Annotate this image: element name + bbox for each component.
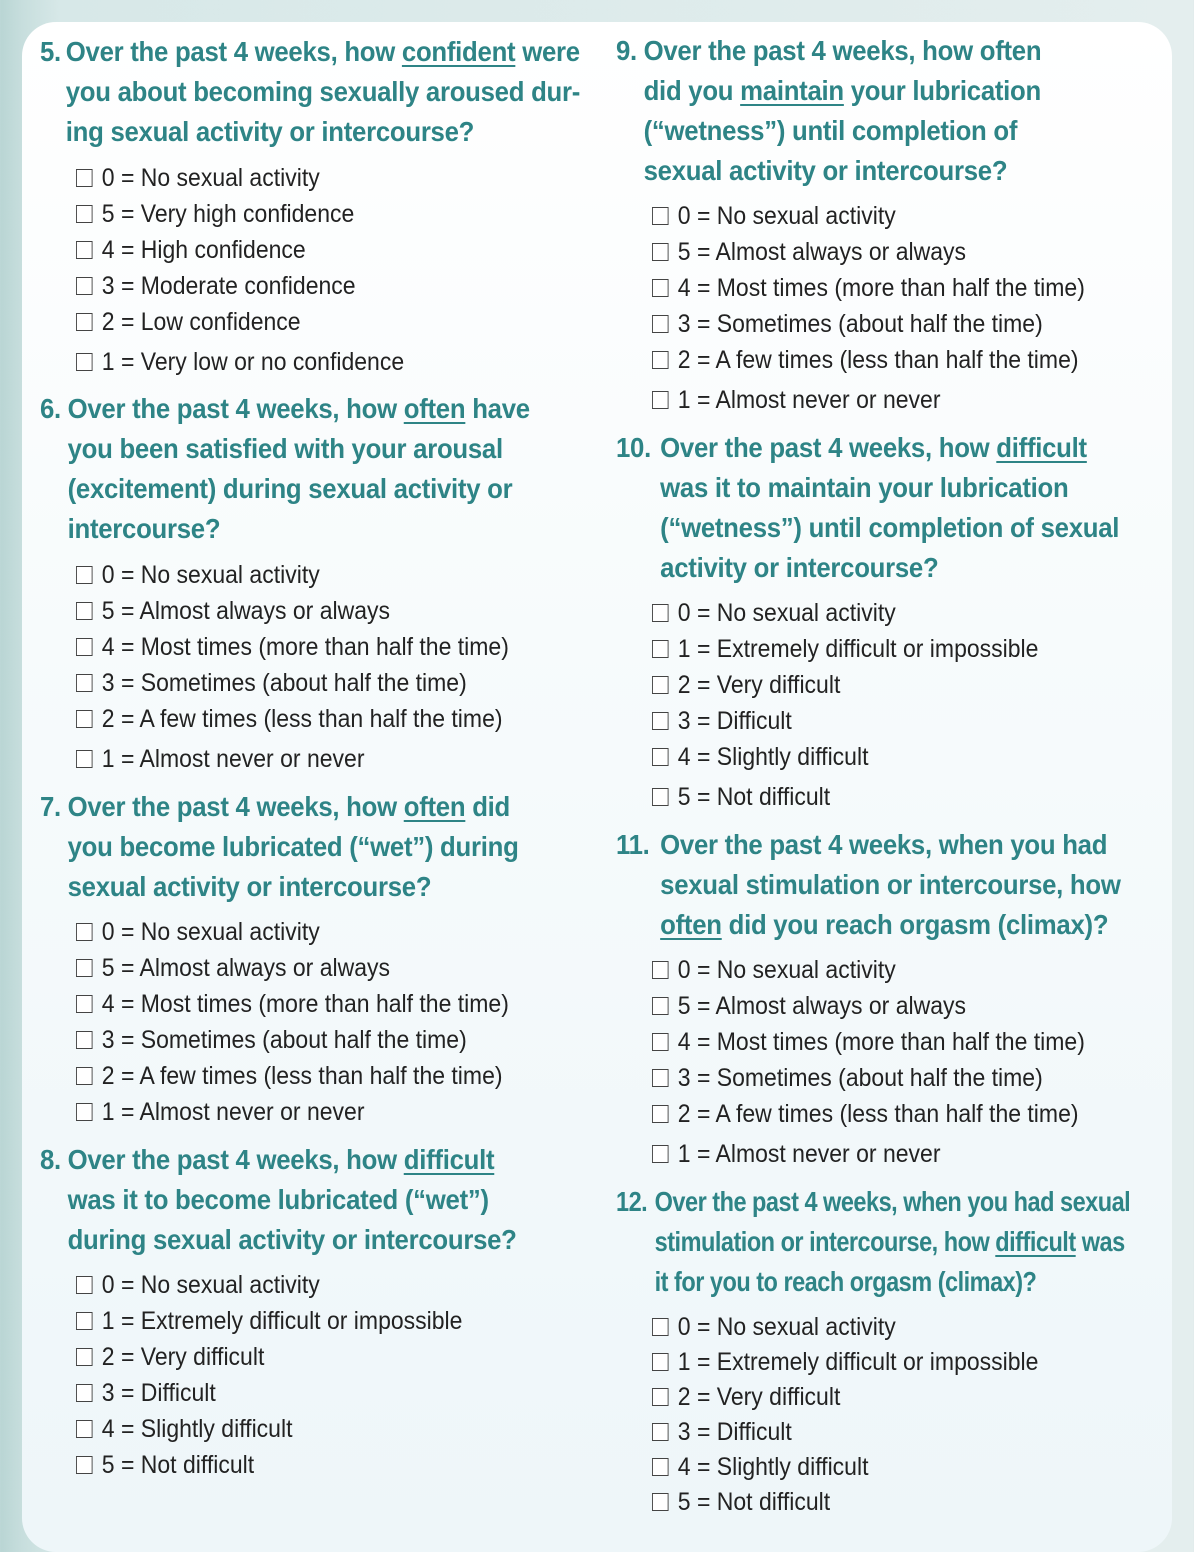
answer-option[interactable] [76,1339,264,1375]
answer-option[interactable] [76,304,301,340]
answer-option[interactable] [76,950,390,986]
checkbox[interactable] [76,710,93,728]
checkbox[interactable] [76,1103,93,1121]
checkbox[interactable] [76,1067,93,1085]
question-5-text: 5. Over the past 4 weeks, how confident were you about becoming sexually aroused dur- ing sexual activity or intercourse? [40,36,581,147]
answer-option[interactable] [652,270,1085,306]
question-6-text: 6. Over the past 4 weeks, how often have you been satisfied with your arousal (excitement) during sexual activity or intercourse? [40,393,530,544]
checkbox[interactable] [76,169,93,187]
emphasis-underline: confident [401,36,516,67]
emphasis-underline: difficult [996,432,1087,463]
answer-option[interactable] [76,701,503,737]
question-11-text: 11. Over the past 4 weeks, when you had sexual stimulation or intercourse, how often did you reach orgasm (climax)? [616,829,1121,940]
answer-option-label: 3 = Sometimes (about half the time) [101,1025,467,1054]
answer-option[interactable] [76,196,354,232]
answer-option-label: 2 = A few times (less than half the time) [101,704,503,733]
checkbox[interactable] [76,1031,93,1049]
answer-option-label: 1 = Extremely difficult or impossible [677,634,1039,663]
answer-option-label: 5 = Almost always or always [677,237,967,266]
answer-option[interactable] [652,667,840,703]
answer-option-label: 4 = Slightly difficult [101,1414,293,1443]
checkbox[interactable] [652,1388,669,1406]
answer-option[interactable] [652,631,1038,667]
answer-option-label: 2 = Very difficult [101,1342,265,1371]
answer-option-label: 3 = Sometimes (about half the time) [677,309,1043,338]
answer-option[interactable] [652,1060,1043,1096]
emphasis-underline: maintain [740,75,844,106]
answer-option[interactable] [76,741,364,777]
answer-option[interactable] [652,703,792,739]
checkbox[interactable] [652,1353,669,1371]
answer-option-label: 0 = No sexual activity [677,955,896,984]
question-9-text: 9. Over the past 4 weeks, how often did you maintain your lubrication (“wetness”) until completion of sexual activity or intercourse? [616,35,1042,186]
checkbox[interactable] [652,997,669,1015]
checkbox[interactable] [76,1348,93,1366]
checkbox[interactable] [76,750,93,768]
checkbox[interactable] [652,640,669,658]
answer-option-label: 2 = A few times (less than half the time) [677,1099,1079,1128]
answer-option-label: 2 = A few times (less than half the time) [677,345,1079,374]
answer-option[interactable] [652,1136,940,1172]
emphasis-underline: difficult [403,1144,495,1175]
question-12-text: 12. Over the past 4 weeks, when you had sexual stimulation or intercourse, how difficult was it for you to reach orgasm (climax)? [616,1186,1131,1297]
answer-option-label: 1 = Almost never or never [677,385,941,414]
answer-option[interactable] [652,1344,1038,1380]
checkbox[interactable] [652,604,669,622]
checkbox[interactable] [76,602,93,620]
answer-option-label: 1 = Very low or no confidence [101,347,405,376]
checkbox[interactable] [652,279,669,297]
checkbox[interactable] [652,1105,669,1123]
answer-option-label: 5 = Very high confidence [101,199,355,228]
answer-option-label: 4 = High confidence [101,235,306,264]
answer-option-label: 3 = Difficult [101,1378,216,1407]
answer-option[interactable] [652,1024,1085,1060]
checkbox[interactable] [652,1423,669,1441]
checkbox[interactable] [76,674,93,692]
checkbox[interactable] [76,313,93,331]
answer-option[interactable] [652,988,966,1024]
question-6 [40,389,600,549]
checkbox[interactable] [76,1312,93,1330]
answer-option-label: 3 = Difficult [677,1417,792,1446]
checkbox[interactable] [652,1145,669,1163]
answer-option-label: 2 = A few times (less than half the time) [101,1061,503,1090]
question-5 [40,32,600,152]
answer-option-label: 3 = Sometimes (about half the time) [101,668,467,697]
answer-option[interactable] [76,1375,216,1411]
answer-option-label: 1 = Almost never or never [101,1097,365,1126]
answer-option[interactable] [652,306,1043,342]
answer-option-label: 3 = Difficult [677,706,792,735]
checkbox[interactable] [652,1458,669,1476]
answer-option[interactable] [76,1022,467,1058]
checkbox[interactable] [652,788,669,806]
question-7 [40,787,600,907]
answer-option[interactable] [652,198,896,234]
checkbox[interactable] [76,241,93,259]
emphasis-underline: often [403,791,466,822]
answer-option-label: 1 = Extremely difficult or impossible [677,1347,1039,1376]
answer-option-label: 4 = Most times (more than half the time) [101,989,509,1018]
answer-option-label: 3 = Sometimes (about half the time) [677,1063,1043,1092]
checkbox[interactable] [76,638,93,656]
answer-option-label: 5 = Almost always or always [101,596,391,625]
answer-option-label: 5 = Not difficult [101,1450,255,1479]
answer-option[interactable] [76,160,320,196]
checkbox[interactable] [76,923,93,941]
answer-option[interactable] [652,234,966,270]
answer-option-label: 0 = No sexual activity [101,1270,320,1299]
answer-option-label: 1 = Almost never or never [101,744,365,773]
answer-option[interactable] [652,779,830,815]
checkbox[interactable] [652,676,669,694]
answer-option[interactable] [652,952,896,988]
answer-option[interactable] [76,1411,292,1447]
checkbox[interactable] [652,351,669,369]
checkbox[interactable] [652,1069,669,1087]
answer-option-label: 0 = No sexual activity [677,1312,896,1341]
emphasis-underline: often [660,909,722,940]
answer-option[interactable] [652,1096,1079,1132]
checkbox[interactable] [76,353,93,371]
answer-option-label: 1 = Extremely difficult or impossible [101,1306,463,1335]
answer-option[interactable] [76,1267,320,1303]
answer-option-label: 0 = No sexual activity [101,560,320,589]
answer-option[interactable] [76,557,320,593]
answer-option-label: 4 = Most times (more than half the time) [677,273,1085,302]
question-10-text: 10. Over the past 4 weeks, how difficult was it to maintain your lubrication (“wetness”) until completion of sexual activity or intercourse? [616,432,1120,583]
answer-option-label: 5 = Not difficult [677,1487,831,1516]
question-9 [616,31,1176,191]
checkbox[interactable] [76,566,93,584]
answer-option-label: 2 = Very difficult [677,670,841,699]
answer-option-label: 0 = No sexual activity [677,598,896,627]
emphasis-underline: difficult [995,1226,1076,1257]
answer-option-label: 4 = Slightly difficult [677,742,869,771]
answer-option[interactable] [652,1449,868,1485]
checkbox[interactable] [76,1456,93,1474]
checkbox[interactable] [652,961,669,979]
question-11 [616,825,1176,945]
checkbox[interactable] [652,391,669,409]
answer-option-label: 1 = Almost never or never [677,1139,941,1168]
checkbox[interactable] [652,712,669,730]
checkbox[interactable] [76,1276,93,1294]
answer-option-label: 0 = No sexual activity [101,917,320,946]
checkbox[interactable] [652,315,669,333]
answer-option-label: 2 = Very difficult [677,1382,841,1411]
answer-option[interactable] [76,1447,254,1483]
answer-option-label: 5 = Not difficult [677,782,831,811]
checkbox[interactable] [76,277,93,295]
answer-option[interactable] [76,1094,364,1130]
checkbox[interactable] [76,1384,93,1402]
answer-option-label: 0 = No sexual activity [677,201,896,230]
emphasis-underline: often [403,393,466,424]
answer-option[interactable] [652,382,940,418]
checkbox[interactable] [76,1420,93,1438]
answer-option-label: 5 = Almost always or always [677,991,967,1020]
answer-option[interactable] [652,739,868,775]
answer-option[interactable] [652,595,896,631]
question-8 [40,1140,600,1260]
answer-option[interactable] [76,1058,503,1094]
checkbox[interactable] [652,1033,669,1051]
checkbox[interactable] [76,995,93,1013]
answer-option-label: 4 = Most times (more than half the time) [101,632,509,661]
answer-option-label: 3 = Moderate confidence [101,271,356,300]
answer-option[interactable] [652,342,1079,378]
checkbox[interactable] [652,748,669,766]
checkbox[interactable] [76,205,93,223]
question-8-text: 8. Over the past 4 weeks, how difficult was it to become lubricated (“wet”) during sexual activity or intercourse? [40,1144,517,1255]
answer-option[interactable] [652,1414,792,1450]
question-7-text: 7. Over the past 4 weeks, how often did you become lubricated (“wet”) during sexual activity or intercourse? [40,791,519,902]
checkbox[interactable] [652,1493,669,1511]
answer-option[interactable] [76,593,390,629]
answer-option[interactable] [76,986,509,1022]
checkbox[interactable] [652,243,669,261]
answer-option-label: 4 = Slightly difficult [677,1452,869,1481]
answer-option[interactable] [76,1303,462,1339]
answer-option-label: 5 = Almost always or always [101,953,391,982]
answer-option-label: 0 = No sexual activity [101,163,320,192]
question-12 [616,1182,1176,1302]
question-10 [616,428,1176,588]
answer-option-label: 2 = Low confidence [101,307,301,336]
answer-option[interactable] [76,629,509,665]
answer-option[interactable] [76,232,306,268]
answer-option[interactable] [76,268,356,304]
checkbox[interactable] [652,1318,669,1336]
checkbox[interactable] [76,959,93,977]
answer-option[interactable] [652,1309,896,1345]
answer-option[interactable] [76,914,320,950]
checkbox[interactable] [652,207,669,225]
answer-option[interactable] [76,344,404,380]
answer-option[interactable] [652,1484,830,1520]
answer-option[interactable] [652,1379,840,1415]
answer-option[interactable] [76,665,467,701]
answer-option-label: 4 = Most times (more than half the time) [677,1027,1085,1056]
